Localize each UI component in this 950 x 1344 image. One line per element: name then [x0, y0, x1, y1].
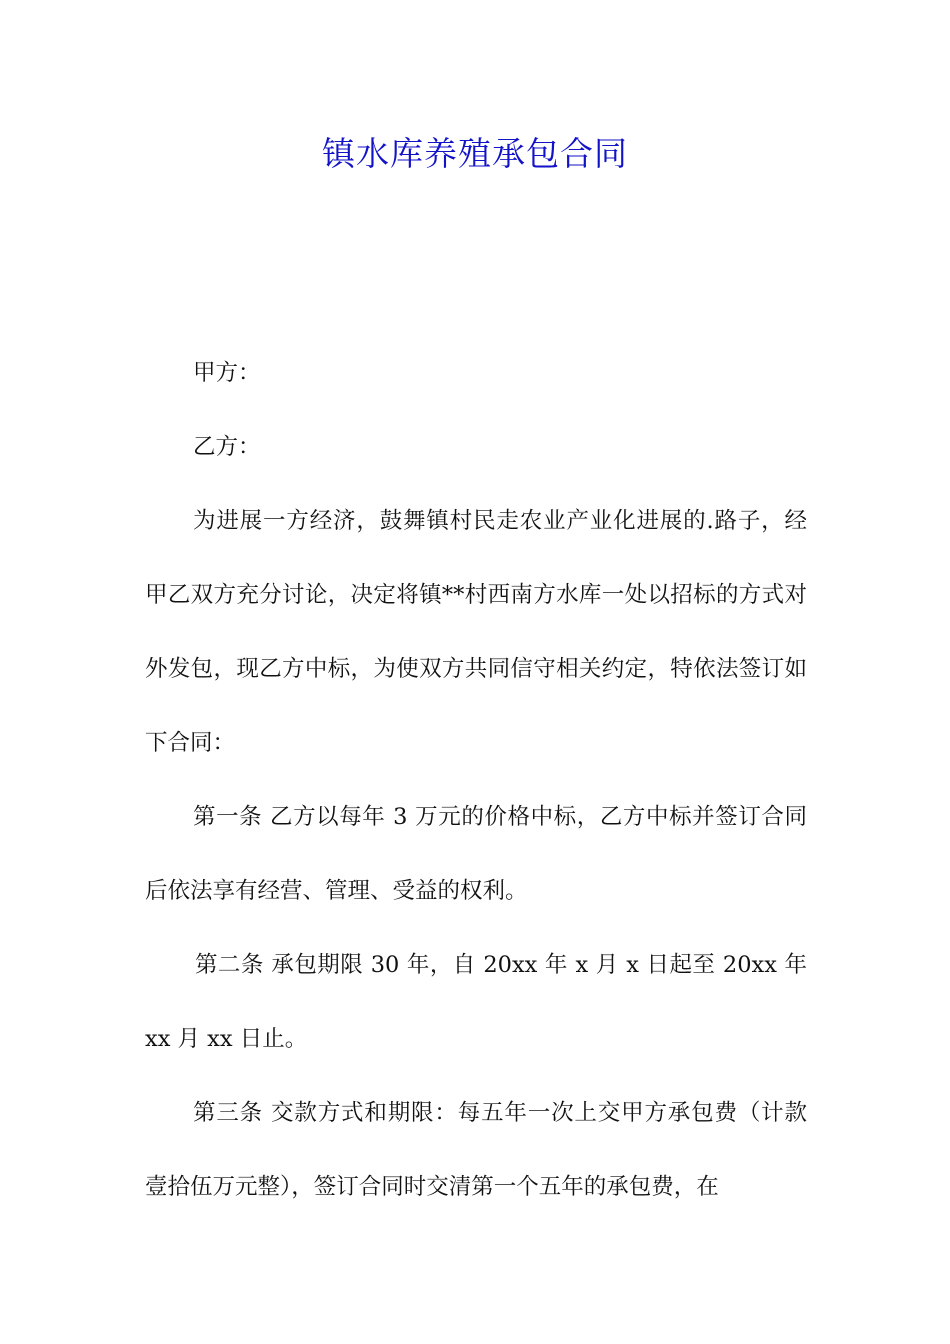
article-2-paragraph: 第二条 承包期限 30 年，自 20xx 年 x 月 x 日起至 20xx 年 xx 月 xx 日止。 — [145, 952, 807, 1052]
document-body — [145, 336, 807, 1224]
article-1-paragraph: 第一条 乙方以每年 3 万元的价格中标，乙方中标并签订合同后依法享有经营、管理、受益的权利。 — [145, 804, 807, 904]
document-title: 镇水库养殖承包合同 — [322, 134, 628, 173]
party-a-line: 甲方： — [193, 360, 261, 386]
intro-paragraph: 为进展一方经济，鼓舞镇村民走农业产业化进展的.路子，经甲乙双方充分讨论，决定将镇**村西南方水库一处以招标的方式对外发包，现乙方中标，为使双方共同信守相关约定，特依法签订如下合同： — [145, 508, 807, 756]
article-3-paragraph: 第三条 交款方式和期限：每五年一次上交甲方承包费（计款壹拾伍万元整），签订合同时交清第一个五年的承包费，在 — [145, 1100, 807, 1200]
party-b-line: 乙方： — [193, 434, 261, 460]
